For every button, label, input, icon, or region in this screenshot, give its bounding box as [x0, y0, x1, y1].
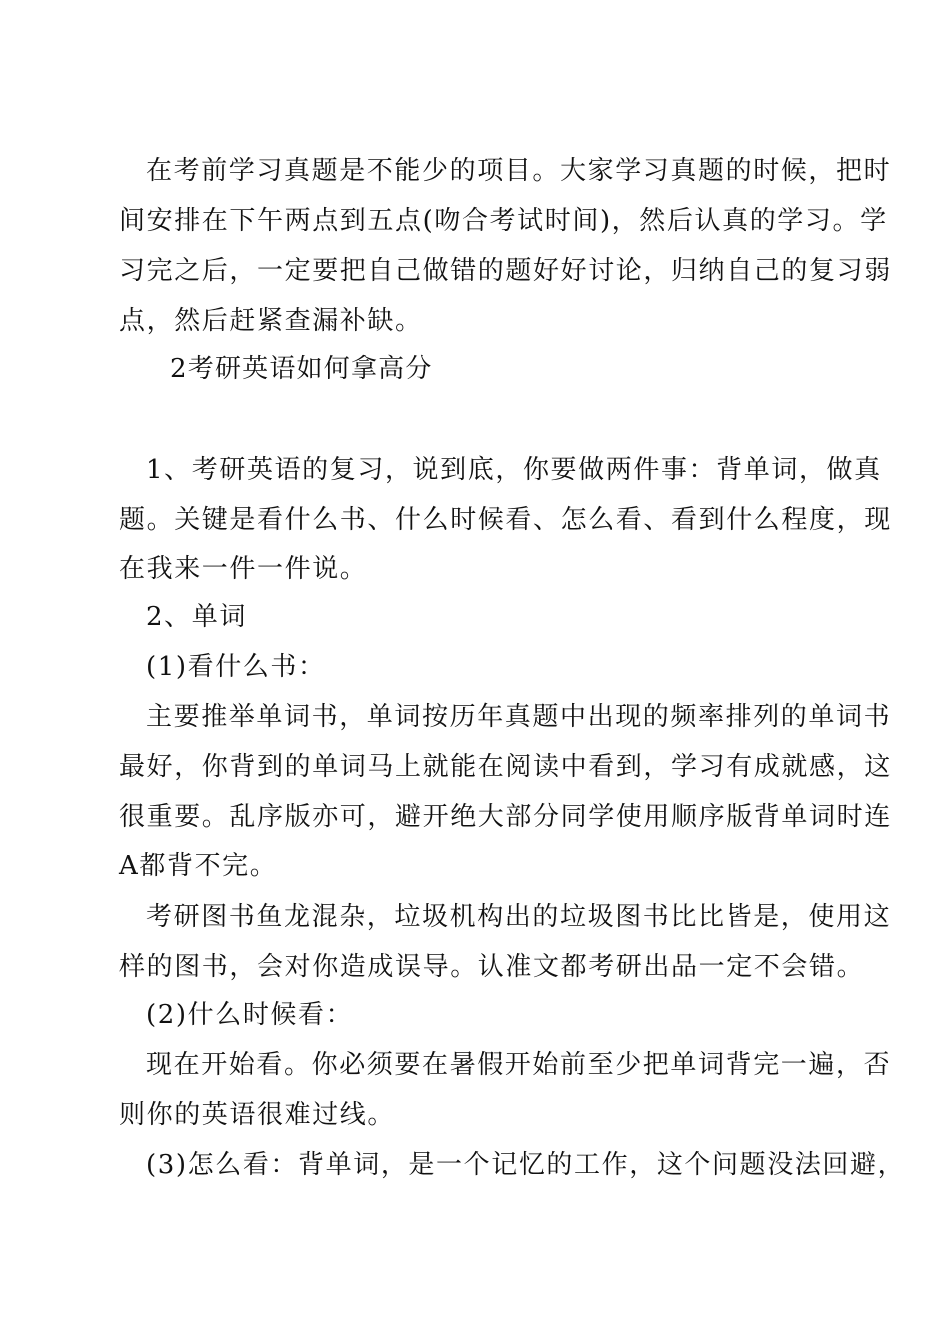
text-line: 1、考研英语的复习，说到底，你要做两件事：背单词，做真 [146, 455, 882, 485]
text-line: 点，然后赶紧查漏补缺。 [119, 306, 423, 336]
subheading: (1)看什么书： [146, 652, 326, 682]
text-line: 最好，你背到的单词马上就能在阅读中看到，学习有成就感，这 [119, 752, 892, 782]
text-line: 主要推举单词书，单词按历年真题中出现的频率排列的单词书 [146, 702, 892, 732]
subheading: 2、单词 [146, 602, 247, 632]
text-line: 题。关键是看什么书、什么时候看、怎么看、看到什么程度，现 [119, 505, 892, 535]
text-line: A都背不完。 [119, 851, 278, 881]
section-heading: 2考研英语如何拿高分 [170, 354, 433, 384]
text-line: 在考前学习真题是不能少的项目。大家学习真题的时候，把时 [146, 156, 892, 186]
text-line: 习完之后，一定要把自己做错的题好好讨论，归纳自己的复习弱 [119, 256, 892, 286]
text-line: 间安排在下午两点到五点(吻合考试时间)，然后认真的学习。学 [119, 206, 888, 236]
subheading: (2)什么时候看： [146, 1000, 354, 1030]
text-line: 很重要。乱序版亦可，避开绝大部分同学使用顺序版背单词时连 [119, 802, 892, 832]
text-line: 样的图书，会对你造成误导。认准文都考研出品一定不会错。 [119, 952, 865, 982]
text-line: (3)怎么看：背单词，是一个记忆的工作，这个问题没法回避， [146, 1150, 906, 1180]
text-line: 在我来一件一件说。 [119, 554, 368, 584]
text-line: 考研图书鱼龙混杂，垃圾机构出的垃圾图书比比皆是，使用这 [146, 902, 892, 932]
text-line: 则你的英语很难过线。 [119, 1100, 396, 1130]
text-line: 现在开始看。你必须要在暑假开始前至少把单词背完一遍，否 [146, 1050, 892, 1080]
